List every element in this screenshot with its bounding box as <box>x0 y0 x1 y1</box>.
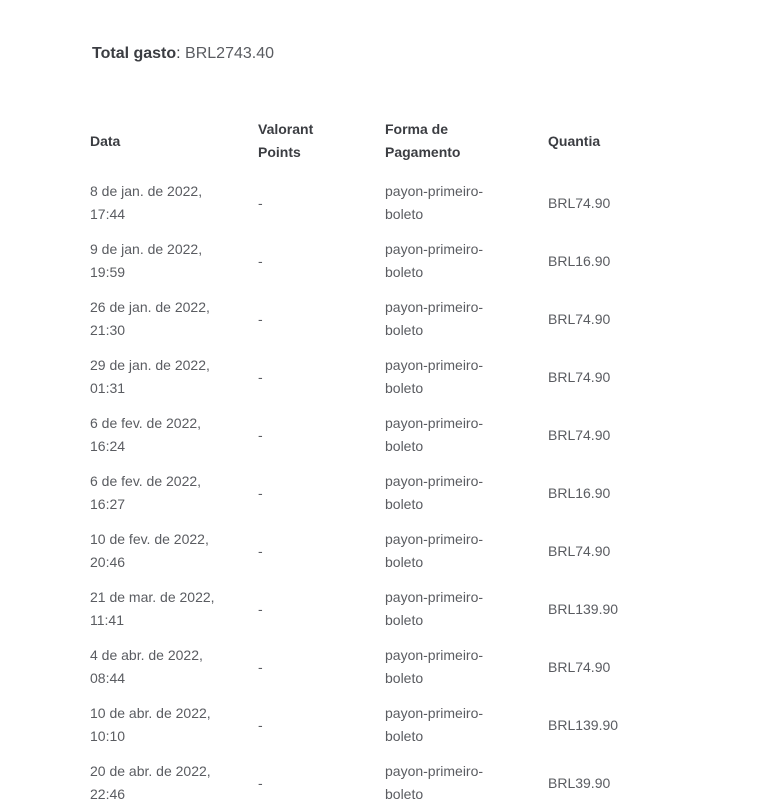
header-row <box>90 118 640 174</box>
valorant-points-value: - <box>258 426 263 443</box>
payment-method-value: payon-primeiro-boleto <box>385 183 484 222</box>
payment-method-value: payon-primeiro-boleto <box>385 531 484 570</box>
table-row <box>90 290 640 348</box>
column-header-data: Data <box>90 132 121 149</box>
table-row <box>90 522 640 580</box>
payment-method-value: payon-primeiro-boleto <box>385 241 484 280</box>
payment-method-value: payon-primeiro-boleto <box>385 299 484 338</box>
table-row <box>90 696 640 754</box>
column-header-payment-method: Forma de Pagamento <box>385 121 461 160</box>
purchase-date: 29 de jan. de 2022, 01:31 <box>90 357 210 396</box>
total-spent-separator: : <box>176 45 186 62</box>
total-spent-value: BRL2743.40 <box>185 45 275 62</box>
purchase-amount: BRL74.90 <box>548 310 611 327</box>
valorant-points-value: - <box>258 252 263 269</box>
valorant-points-value: - <box>258 310 263 327</box>
table-row <box>90 638 640 696</box>
column-header-valorant-points: Valorant Points <box>258 121 314 160</box>
table-row <box>90 174 640 232</box>
total-spent-label: Total gasto <box>92 45 177 62</box>
purchase-amount: BRL74.90 <box>548 658 611 675</box>
total-spent <box>92 44 773 63</box>
valorant-points-value: - <box>258 774 263 791</box>
purchase-date: 6 de fev. de 2022, 16:27 <box>90 473 202 512</box>
purchase-history-rows <box>90 174 640 812</box>
purchase-date: 10 de fev. de 2022, 20:46 <box>90 531 209 570</box>
purchase-history-table <box>90 118 640 812</box>
purchase-date: 20 de abr. de 2022, 22:46 <box>90 763 211 802</box>
payment-method-value: payon-primeiro-boleto <box>385 473 484 512</box>
purchase-date: 8 de jan. de 2022, 17:44 <box>90 183 203 222</box>
purchase-date: 10 de abr. de 2022, 10:10 <box>90 705 211 744</box>
valorant-points-value: - <box>258 658 263 675</box>
payment-method-value: payon-primeiro-boleto <box>385 647 484 686</box>
valorant-points-value: - <box>258 368 263 385</box>
purchase-date: 21 de mar. de 2022, 11:41 <box>90 589 215 628</box>
payment-method-value: payon-primeiro-boleto <box>385 763 484 802</box>
table-row <box>90 464 640 522</box>
purchase-amount: BRL74.90 <box>548 194 611 211</box>
valorant-points-value: - <box>258 542 263 559</box>
purchase-date: 6 de fev. de 2022, 16:24 <box>90 415 202 454</box>
valorant-points-value: - <box>258 194 263 211</box>
payment-method-value: payon-primeiro-boleto <box>385 589 484 628</box>
table-row <box>90 406 640 464</box>
valorant-points-value: - <box>258 716 263 733</box>
purchase-date: 26 de jan. de 2022, 21:30 <box>90 299 210 338</box>
column-header-amount: Quantia <box>548 132 601 149</box>
purchase-amount: BRL74.90 <box>548 368 611 385</box>
purchase-amount: BRL139.90 <box>548 716 619 733</box>
payment-method-value: payon-primeiro-boleto <box>385 705 484 744</box>
purchase-date: 4 de abr. de 2022, 08:44 <box>90 647 203 686</box>
payment-method-value: payon-primeiro-boleto <box>385 357 484 396</box>
table-row <box>90 232 640 290</box>
table-row <box>90 348 640 406</box>
table-row <box>90 580 640 638</box>
purchase-amount: BRL74.90 <box>548 542 611 559</box>
purchase-amount: BRL39.90 <box>548 774 611 791</box>
purchase-amount: BRL16.90 <box>548 484 611 501</box>
purchase-amount: BRL16.90 <box>548 252 611 269</box>
table-row <box>90 754 640 812</box>
purchase-amount: BRL139.90 <box>548 600 619 617</box>
payment-method-value: payon-primeiro-boleto <box>385 415 484 454</box>
purchase-history-header <box>90 118 640 174</box>
valorant-points-value: - <box>258 600 263 617</box>
valorant-points-value: - <box>258 484 263 501</box>
purchase-date: 9 de jan. de 2022, 19:59 <box>90 241 203 280</box>
purchase-amount: BRL74.90 <box>548 426 611 443</box>
